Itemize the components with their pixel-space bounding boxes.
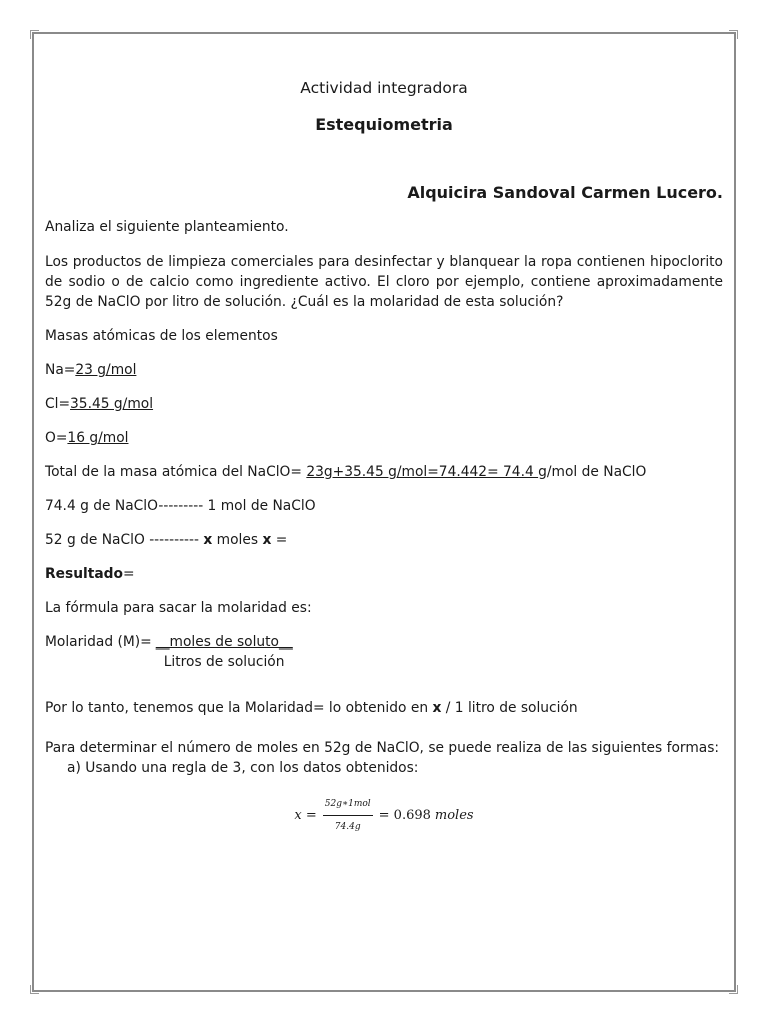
masses-heading: Masas atómicas de los elementos xyxy=(45,328,278,344)
equation-fraction xyxy=(323,794,373,837)
equation-lhs: x = xyxy=(294,807,317,823)
determine-text: Para determinar el número de moles en 52g de NaClO, se puede realiza de las siguientes formas: xyxy=(45,740,720,756)
total-mass-line: Total de la masa atómica del NaClO= 23g+35.45 g/mol=74.442= 74.4 g/mol de NaClO xyxy=(45,464,647,480)
fraction-denominator: Litros de solución xyxy=(163,654,285,670)
problem-statement: Los productos de limpieza comerciales para desinfectar y blanquear la ropa contienen hipoclorito de sodio o de calcio como ingrediente activo. El cloro por ejemplo, contiene aproximadamente 52g de NaClO por litro de solución. ¿Cuál es la molaridad de esta solución? xyxy=(45,254,723,310)
mass-na: Na=23 g/mol xyxy=(45,362,137,378)
author-name: Alquicira Sandoval Carmen Lucero. xyxy=(407,183,723,202)
molarity-fraction xyxy=(156,632,293,672)
equation-numerator: 52g∗1mol xyxy=(323,794,373,816)
equation-rhs: = 0.698 xyxy=(378,807,431,823)
therefore-line: Por lo tanto, tenemos que la Molaridad= lo obtenido en x / 1 litro de solución xyxy=(45,700,578,716)
intro-text: Analiza el siguiente planteamiento. xyxy=(45,219,289,235)
rule-line-2: 52 g de NaClO ---------- x moles x = xyxy=(45,532,288,548)
mass-o: O=16 g/mol xyxy=(45,430,129,446)
document-title: Actividad integradora xyxy=(300,79,468,97)
corner-mark xyxy=(729,985,738,994)
equation xyxy=(45,794,723,837)
molarity-formula: Molaridad (M)= $\frac{\text{\_\_moles de soluto\_\_}}{\text{Litros de solución}}$ xyxy=(45,634,293,670)
rule-line-1: 74.4 g de NaClO--------- 1 mol de NaClO xyxy=(45,498,316,514)
document-body xyxy=(45,78,723,837)
result-line: Resultado= xyxy=(45,566,135,582)
corner-mark xyxy=(30,30,39,39)
equation-unit: moles xyxy=(434,807,474,823)
equation-denominator: 74.4g xyxy=(334,822,361,832)
document-subtitle: Estequiometria xyxy=(315,115,453,134)
corner-mark xyxy=(30,985,39,994)
formula-intro: La fórmula para sacar la molaridad es: xyxy=(45,600,312,616)
fraction-numerator: __moles de soluto__ xyxy=(155,634,293,650)
corner-mark xyxy=(729,30,738,39)
list-item-a: a) Usando una regla de 3, con los datos obtenidos: xyxy=(67,760,419,776)
mass-cl: Cl=35.45 g/mol xyxy=(45,396,154,412)
